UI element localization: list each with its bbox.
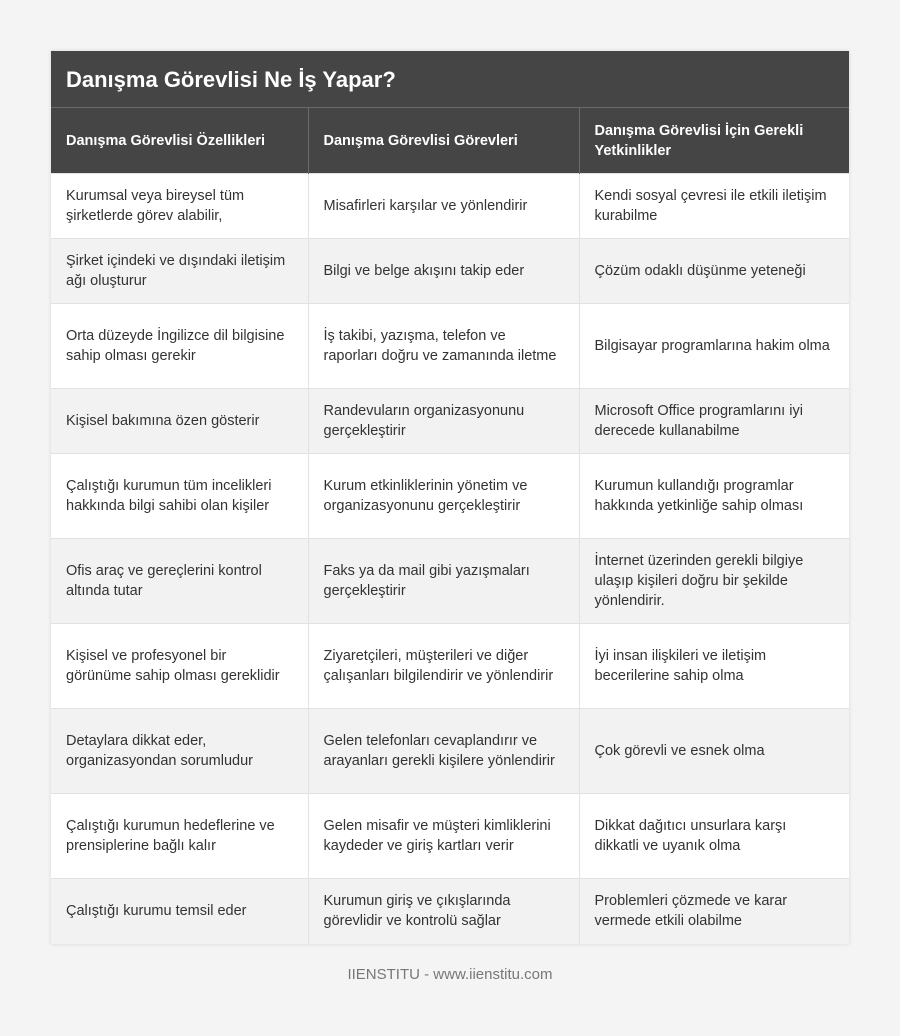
table-cell: Çözüm odaklı düşünme yeteneği [579, 239, 849, 304]
table-row [51, 174, 849, 239]
table-row [51, 709, 849, 794]
page-title: Danışma Görevlisi Ne İş Yapar? [51, 51, 849, 108]
table-cell: Kendi sosyal çevresi ile etkili iletişim kurabilme [579, 174, 849, 239]
content-card [51, 51, 849, 944]
table-cell: Kurum etkinliklerinin yönetim ve organizasyonunu gerçekleştirir [308, 454, 579, 539]
table-cell: Orta düzeyde İngilizce dil bilgisine sahip olması gerekir [51, 304, 308, 389]
table-row [51, 539, 849, 624]
table-cell: Çalıştığı kurumun tüm incelikleri hakkında bilgi sahibi olan kişiler [51, 454, 308, 539]
table-cell: Ofis araç ve gereçlerini kontrol altında tutar [51, 539, 308, 624]
table-cell: Randevuların organizasyonunu gerçekleştirir [308, 389, 579, 454]
table-cell: İyi insan ilişkileri ve iletişim becerilerine sahip olma [579, 624, 849, 709]
table-cell: Şirket içindeki ve dışındaki iletişim ağı oluşturur [51, 239, 308, 304]
table-cell: Kişisel bakımına özen gösterir [51, 389, 308, 454]
table-cell: Faks ya da mail gibi yazışmaları gerçekleştirir [308, 539, 579, 624]
table-row [51, 389, 849, 454]
table-cell: Çalıştığı kurumun hedeflerine ve prensiplerine bağlı kalır [51, 794, 308, 879]
table-row [51, 624, 849, 709]
table-cell: İnternet üzerinden gerekli bilgiye ulaşıp kişileri doğru bir şekilde yönlendirir. [579, 539, 849, 624]
table-cell: Ziyaretçileri, müşterileri ve diğer çalışanları bilgilendirir ve yönlendirir [308, 624, 579, 709]
table-row [51, 304, 849, 389]
table-cell: Kurumun giriş ve çıkışlarında görevlidir ve kontrolü sağlar [308, 879, 579, 944]
table-cell: Gelen misafir ve müşteri kimliklerini kaydeder ve giriş kartları verir [308, 794, 579, 879]
footer-credit: IIENSTITU - www.iienstitu.com [347, 966, 553, 983]
table-cell: İş takibi, yazışma, telefon ve raporları doğru ve zamanında iletme [308, 304, 579, 389]
table-row [51, 454, 849, 539]
table-cell: Kurumsal veya bireysel tüm şirketlerde görev alabilir, [51, 174, 308, 239]
table-header-row [51, 108, 849, 174]
table-cell: Çok görevli ve esnek olma [579, 709, 849, 794]
table-cell: Bilgi ve belge akışını takip eder [308, 239, 579, 304]
table-row [51, 794, 849, 879]
table-row [51, 239, 849, 304]
table-cell: Kişisel ve profesyonel bir görünüme sahip olması gereklidir [51, 624, 308, 709]
table-cell: Microsoft Office programlarını iyi derecede kullanabilme [579, 389, 849, 454]
table-row [51, 879, 849, 944]
table-cell: Dikkat dağıtıcı unsurlara karşı dikkatli ve uyanık olma [579, 794, 849, 879]
table-cell: Gelen telefonları cevaplandırır ve arayanları gerekli kişilere yönlendirir [308, 709, 579, 794]
duties-table [51, 108, 849, 944]
table-cell: Detaylara dikkat eder, organizasyondan sorumludur [51, 709, 308, 794]
column-header-duties: Danışma Görevlisi Görevleri [308, 108, 579, 174]
table-cell: Misafirleri karşılar ve yönlendirir [308, 174, 579, 239]
table-cell: Bilgisayar programlarına hakim olma [579, 304, 849, 389]
table-cell: Problemleri çözmede ve karar vermede etkili olabilme [579, 879, 849, 944]
table-cell: Kurumun kullandığı programlar hakkında yetkinliğe sahip olması [579, 454, 849, 539]
table-cell: Çalıştığı kurumu temsil eder [51, 879, 308, 944]
column-header-features: Danışma Görevlisi Özellikleri [51, 108, 308, 174]
column-header-competencies: Danışma Görevlisi İçin Gerekli Yetkinlikler [579, 108, 849, 174]
